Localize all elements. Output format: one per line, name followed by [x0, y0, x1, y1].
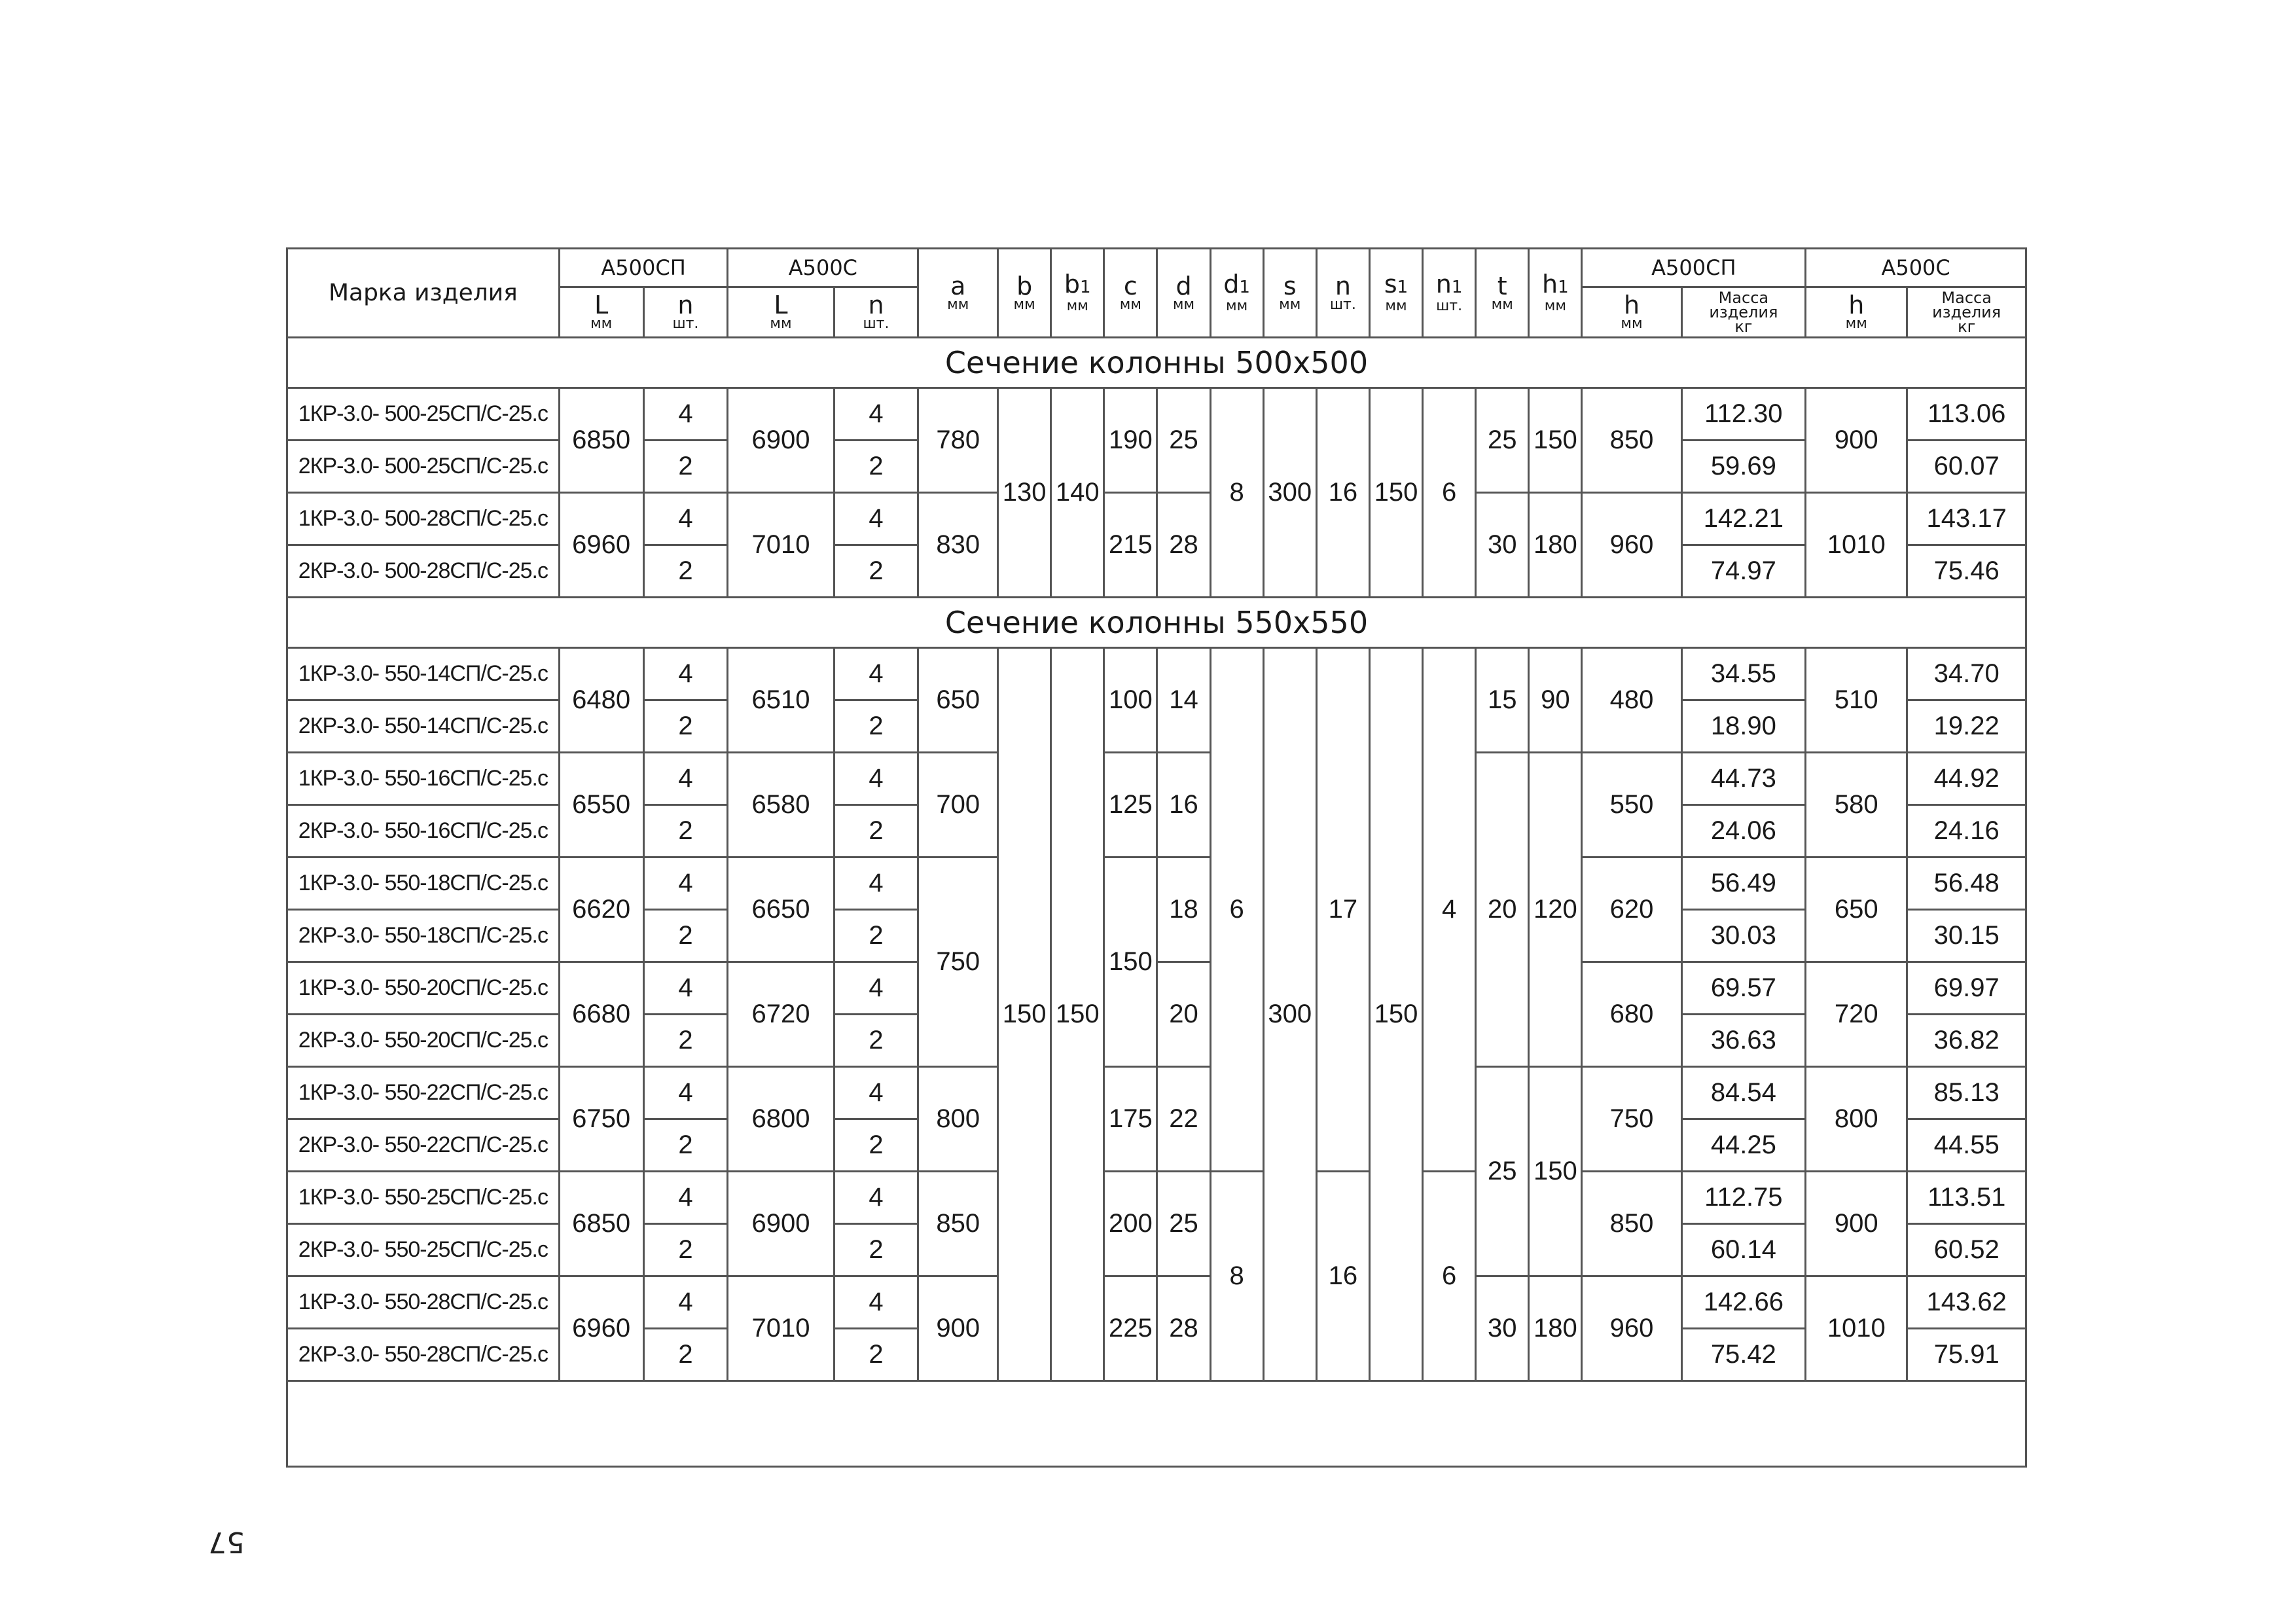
s1-cell: 150: [1369, 388, 1422, 598]
n-sp-cell: 2: [643, 441, 728, 493]
mass-c-cell: 143.17: [1907, 493, 2026, 545]
d-cell: 22: [1157, 1067, 1210, 1172]
mass-sp-cell: 69.57: [1681, 962, 1806, 1015]
mass-sp-cell: 142.66: [1681, 1276, 1806, 1329]
mass-c-cell: 19.22: [1907, 700, 2026, 753]
mass-sp-cell: 84.54: [1681, 1067, 1806, 1119]
d-cell: 18: [1157, 857, 1210, 962]
h-c-cell: 1010: [1806, 493, 1907, 598]
mark-cell: 1КР-3.0- 550-18СП/С-25.с: [287, 857, 560, 910]
h1-cell: 150: [1529, 388, 1582, 493]
n-c-cell: 2: [834, 545, 918, 598]
L-sp-cell: 6750: [559, 1067, 643, 1172]
n1-cell: 4: [1423, 648, 1476, 1172]
header-h1: h1 мм: [1529, 249, 1582, 338]
mark-cell: 1КР-3.0- 500-28СП/С-25.с: [287, 493, 560, 545]
mass-sp-cell: 18.90: [1681, 700, 1806, 753]
h-sp-cell: 750: [1582, 1067, 1681, 1172]
d1-cell: 8: [1210, 1172, 1263, 1381]
mass-sp-cell: 142.21: [1681, 493, 1806, 545]
header-d: d мм: [1157, 249, 1210, 338]
t-cell: 30: [1476, 493, 1529, 598]
header-a: a мм: [918, 249, 998, 338]
header-n-c: n шт.: [834, 287, 918, 338]
h-sp-cell: 960: [1582, 1276, 1681, 1381]
table-row: [287, 857, 2026, 910]
mass-c-cell: 30.15: [1907, 910, 2026, 962]
b-cell: 130: [998, 388, 1051, 598]
mass-c-cell: 143.62: [1907, 1276, 2026, 1329]
n1-cell: 6: [1423, 1172, 1476, 1381]
d-cell: 28: [1157, 493, 1210, 598]
n-c-cell: 2: [834, 700, 918, 753]
mass-c-cell: 44.92: [1907, 753, 2026, 805]
d-cell: 16: [1157, 753, 1210, 857]
mark-cell: 2КР-3.0- 550-22СП/С-25.с: [287, 1119, 560, 1172]
mark-cell: 1КР-3.0- 550-25СП/С-25.с: [287, 1172, 560, 1224]
header-h-c: h мм: [1806, 287, 1907, 338]
header-n-sp: n шт.: [643, 287, 728, 338]
header-a500sp-top: А500СП: [559, 249, 728, 287]
L-c-cell: 6720: [728, 962, 834, 1067]
mark-cell: 1КР-3.0- 550-28СП/С-25.с: [287, 1276, 560, 1329]
header-L-sp: L мм: [559, 287, 643, 338]
mark-cell: 2КР-3.0- 550-28СП/С-25.с: [287, 1329, 560, 1381]
mark-cell: 1КР-3.0- 550-20СП/С-25.с: [287, 962, 560, 1015]
section-550-row: [287, 598, 2026, 648]
n-sp-cell: 4: [643, 1067, 728, 1119]
n-c-cell: 2: [834, 441, 918, 493]
L-sp-cell: 6680: [559, 962, 643, 1067]
L-sp-cell: 6550: [559, 753, 643, 857]
c-cell: 125: [1104, 753, 1157, 857]
header-n1: n1 шт.: [1423, 249, 1476, 338]
c-cell: 100: [1104, 648, 1157, 753]
mass-c-cell: 60.07: [1907, 441, 2026, 493]
a-cell: 900: [918, 1276, 998, 1381]
mass-sp-cell: 36.63: [1681, 1015, 1806, 1067]
mass-sp-cell: 74.97: [1681, 545, 1806, 598]
a-cell: 780: [918, 388, 998, 493]
mass-c-cell: 34.70: [1907, 648, 2026, 700]
c-cell: 150: [1104, 857, 1157, 1067]
h-c-cell: 510: [1806, 648, 1907, 753]
a-cell: 700: [918, 753, 998, 857]
header-L-c: L мм: [728, 287, 834, 338]
c-cell: 200: [1104, 1172, 1157, 1276]
n-sp-cell: 2: [643, 805, 728, 857]
n-sp-cell: 4: [643, 1172, 728, 1224]
h-c-cell: 1010: [1806, 1276, 1907, 1381]
a-cell: 650: [918, 648, 998, 753]
header-d1: d1 мм: [1210, 249, 1263, 338]
section-500-row: [287, 338, 2026, 388]
mass-c-cell: 56.48: [1907, 857, 2026, 910]
table-row: [287, 962, 2026, 1015]
b1-cell: 150: [1051, 648, 1104, 1381]
table-row: [287, 1172, 2026, 1224]
d-cell: 28: [1157, 1276, 1210, 1381]
mass-c-cell: 75.91: [1907, 1329, 2026, 1381]
a-cell: 750: [918, 857, 998, 1067]
mass-c-cell: 69.97: [1907, 962, 2026, 1015]
header-row-top: [287, 249, 2026, 287]
c-cell: 225: [1104, 1276, 1157, 1381]
n-sp-cell: 2: [643, 910, 728, 962]
section-title-550: Сечение колонны 550х550: [287, 598, 2026, 648]
mass-sp-cell: 44.73: [1681, 753, 1806, 805]
header-mark: Марка изделия: [287, 249, 560, 338]
specification-table: [286, 247, 2027, 1468]
header-mass-sp: Масса изделия кг: [1681, 287, 1806, 338]
header-n: n шт.: [1316, 249, 1369, 338]
t-cell: 15: [1476, 648, 1529, 753]
n-cell: 16: [1316, 388, 1369, 598]
h1-cell: 120: [1529, 753, 1582, 1067]
header-s1: s1 мм: [1369, 249, 1422, 338]
t-cell: 20: [1476, 753, 1529, 1067]
mass-c-cell: 24.16: [1907, 805, 2026, 857]
h1-cell: 150: [1529, 1067, 1582, 1276]
h-c-cell: 580: [1806, 753, 1907, 857]
n-sp-cell: 4: [643, 648, 728, 700]
mass-sp-cell: 60.14: [1681, 1224, 1806, 1276]
L-sp-cell: 6960: [559, 493, 643, 598]
n-sp-cell: 2: [643, 700, 728, 753]
n-sp-cell: 2: [643, 545, 728, 598]
mark-cell: 2КР-3.0- 550-16СП/С-25.с: [287, 805, 560, 857]
L-c-cell: 6650: [728, 857, 834, 962]
table-row: [287, 1067, 2026, 1119]
section-title-500: Сечение колонны 500х500: [287, 338, 2026, 388]
t-cell: 25: [1476, 388, 1529, 493]
h-c-cell: 720: [1806, 962, 1907, 1067]
s-cell: 300: [1263, 388, 1316, 598]
n-sp-cell: 2: [643, 1224, 728, 1276]
n-sp-cell: 4: [643, 753, 728, 805]
mark-cell: 2КР-3.0- 550-18СП/С-25.с: [287, 910, 560, 962]
n-sp-cell: 4: [643, 857, 728, 910]
L-c-cell: 6510: [728, 648, 834, 753]
h1-cell: 90: [1529, 648, 1582, 753]
h-sp-cell: 850: [1582, 388, 1681, 493]
h-sp-cell: 480: [1582, 648, 1681, 753]
mass-sp-cell: 56.49: [1681, 857, 1806, 910]
mark-cell: 2КР-3.0- 550-14СП/С-25.с: [287, 700, 560, 753]
table-row: [287, 493, 2026, 545]
n-c-cell: 4: [834, 1172, 918, 1224]
n-c-cell: 2: [834, 1329, 918, 1381]
c-cell: 215: [1104, 493, 1157, 598]
d1-cell: 8: [1210, 388, 1263, 598]
mark-cell: 2КР-3.0- 500-25СП/С-25.с: [287, 441, 560, 493]
header-mass-c: Масса изделия кг: [1907, 287, 2026, 338]
n-sp-cell: 4: [643, 1276, 728, 1329]
t-cell: 30: [1476, 1276, 1529, 1381]
h1-cell: 180: [1529, 1276, 1582, 1381]
n-sp-cell: 2: [643, 1119, 728, 1172]
header-c: c мм: [1104, 249, 1157, 338]
mass-sp-cell: 75.42: [1681, 1329, 1806, 1381]
s-cell: 300: [1263, 648, 1316, 1381]
h-sp-cell: 850: [1582, 1172, 1681, 1276]
header-h-sp: h мм: [1582, 287, 1681, 338]
mass-sp-cell: 59.69: [1681, 441, 1806, 493]
t-cell: 25: [1476, 1067, 1529, 1276]
header-a500c-top: А500С: [728, 249, 918, 287]
h-sp-cell: 550: [1582, 753, 1681, 857]
L-sp-cell: 6480: [559, 648, 643, 753]
h-c-cell: 650: [1806, 857, 1907, 962]
b-cell: 150: [998, 648, 1051, 1381]
header-a500c-right: А500С: [1806, 249, 2026, 287]
n-c-cell: 2: [834, 1015, 918, 1067]
n1-cell: 6: [1423, 388, 1476, 598]
header-s: s мм: [1263, 249, 1316, 338]
table-row: [287, 648, 2026, 700]
n-c-cell: 4: [834, 1067, 918, 1119]
mass-sp-cell: 44.25: [1681, 1119, 1806, 1172]
h-sp-cell: 620: [1582, 857, 1681, 962]
L-c-cell: 6580: [728, 753, 834, 857]
d1-cell: 6: [1210, 648, 1263, 1172]
L-sp-cell: 6850: [559, 388, 643, 493]
n-c-cell: 2: [834, 1119, 918, 1172]
n-c-cell: 4: [834, 648, 918, 700]
page-number: 57: [208, 1525, 245, 1559]
header-b1: b1 мм: [1051, 249, 1104, 338]
mark-cell: 1КР-3.0- 550-16СП/С-25.с: [287, 753, 560, 805]
L-c-cell: 6800: [728, 1067, 834, 1172]
mark-cell: 1КР-3.0- 550-22СП/С-25.с: [287, 1067, 560, 1119]
a-cell: 800: [918, 1067, 998, 1172]
n-c-cell: 4: [834, 1276, 918, 1329]
L-sp-cell: 6960: [559, 1276, 643, 1381]
n-sp-cell: 4: [643, 962, 728, 1015]
d-cell: 25: [1157, 388, 1210, 493]
blank-cell: [287, 1381, 2026, 1467]
mass-c-cell: 75.46: [1907, 545, 2026, 598]
L-sp-cell: 6850: [559, 1172, 643, 1276]
mass-c-cell: 113.51: [1907, 1172, 2026, 1224]
mark-cell: 2КР-3.0- 500-28СП/С-25.с: [287, 545, 560, 598]
d-cell: 14: [1157, 648, 1210, 753]
h-c-cell: 800: [1806, 1067, 1907, 1172]
d-cell: 25: [1157, 1172, 1210, 1276]
n-c-cell: 4: [834, 857, 918, 910]
n-sp-cell: 2: [643, 1329, 728, 1381]
mark-cell: 2КР-3.0- 550-20СП/С-25.с: [287, 1015, 560, 1067]
L-c-cell: 7010: [728, 493, 834, 598]
blank-footer-row: [287, 1381, 2026, 1467]
mass-sp-cell: 112.30: [1681, 388, 1806, 441]
n-c-cell: 2: [834, 910, 918, 962]
mass-sp-cell: 24.06: [1681, 805, 1806, 857]
c-cell: 175: [1104, 1067, 1157, 1172]
n-c-cell: 4: [834, 753, 918, 805]
n-cell: 16: [1316, 1172, 1369, 1381]
L-c-cell: 6900: [728, 1172, 834, 1276]
mass-c-cell: 113.06: [1907, 388, 2026, 441]
n-c-cell: 4: [834, 493, 918, 545]
n-c-cell: 4: [834, 962, 918, 1015]
mass-sp-cell: 30.03: [1681, 910, 1806, 962]
h-c-cell: 900: [1806, 1172, 1907, 1276]
mass-sp-cell: 112.75: [1681, 1172, 1806, 1224]
mass-c-cell: 85.13: [1907, 1067, 2026, 1119]
h-c-cell: 900: [1806, 388, 1907, 493]
mass-sp-cell: 34.55: [1681, 648, 1806, 700]
table-row: [287, 753, 2026, 805]
n-c-cell: 2: [834, 1224, 918, 1276]
mass-c-cell: 60.52: [1907, 1224, 2026, 1276]
table-row: [287, 388, 2026, 441]
n-c-cell: 4: [834, 388, 918, 441]
mark-cell: 1КР-3.0- 500-25СП/С-25.с: [287, 388, 560, 441]
header-b: b мм: [998, 249, 1051, 338]
h-sp-cell: 680: [1582, 962, 1681, 1067]
mark-cell: 1КР-3.0- 550-14СП/С-25.с: [287, 648, 560, 700]
L-c-cell: 7010: [728, 1276, 834, 1381]
a-cell: 850: [918, 1172, 998, 1276]
header-t: t мм: [1476, 249, 1529, 338]
h1-cell: 180: [1529, 493, 1582, 598]
mass-c-cell: 44.55: [1907, 1119, 2026, 1172]
L-sp-cell: 6620: [559, 857, 643, 962]
header-a500sp-right: А500СП: [1582, 249, 1806, 287]
n-sp-cell: 2: [643, 1015, 728, 1067]
n-sp-cell: 4: [643, 388, 728, 441]
mass-c-cell: 36.82: [1907, 1015, 2026, 1067]
mark-cell: 2КР-3.0- 550-25СП/С-25.с: [287, 1224, 560, 1276]
b1-cell: 140: [1051, 388, 1104, 598]
n-sp-cell: 4: [643, 493, 728, 545]
L-c-cell: 6900: [728, 388, 834, 493]
c-cell: 190: [1104, 388, 1157, 493]
h-sp-cell: 960: [1582, 493, 1681, 598]
n-c-cell: 2: [834, 805, 918, 857]
table-row: [287, 1276, 2026, 1329]
a-cell: 830: [918, 493, 998, 598]
d-cell: 20: [1157, 962, 1210, 1067]
n-cell: 17: [1316, 648, 1369, 1172]
s1-cell: 150: [1369, 648, 1422, 1381]
